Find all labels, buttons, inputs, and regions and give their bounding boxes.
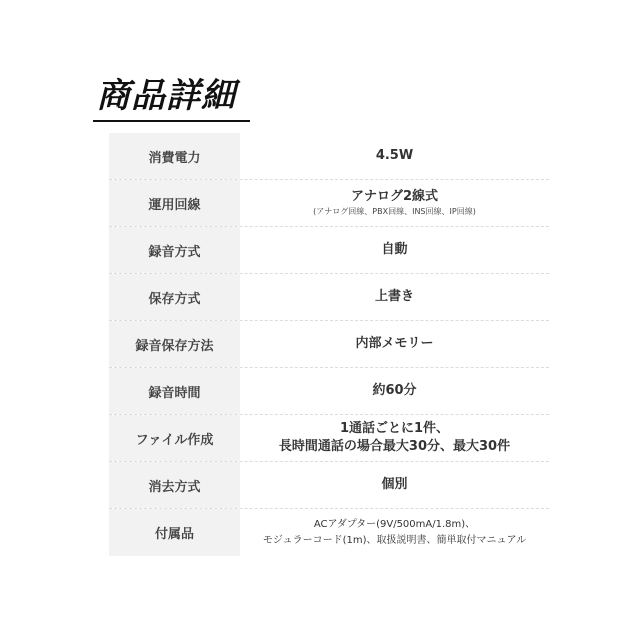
spec-label: 録音時間 bbox=[109, 368, 240, 414]
spec-value bbox=[240, 227, 549, 273]
spec-value-text: 上書き bbox=[374, 289, 414, 304]
spec-row-storage bbox=[109, 321, 549, 368]
spec-value-text: 1通話ごとに1件、 bbox=[339, 421, 450, 436]
spec-row-file-creation bbox=[109, 415, 549, 462]
spec-label: 録音保存方法 bbox=[109, 321, 240, 367]
spec-row-erase-method bbox=[109, 462, 549, 509]
title-underline bbox=[93, 120, 250, 122]
spec-value-text-line2: モジュラーコード(1m)、取扱説明書、簡単取付マニュアル bbox=[262, 534, 527, 546]
spec-value bbox=[240, 462, 549, 508]
spec-label: 録音方式 bbox=[109, 227, 240, 273]
spec-value-text: 4.5W bbox=[375, 148, 414, 163]
spec-value bbox=[240, 321, 549, 367]
spec-value-text: 自動 bbox=[381, 242, 408, 257]
spec-value bbox=[240, 274, 549, 320]
spec-value-text: 約60分 bbox=[372, 383, 417, 398]
spec-label: 消去方式 bbox=[109, 462, 240, 508]
spec-value bbox=[240, 180, 549, 226]
spec-row-power bbox=[109, 133, 549, 180]
spec-value bbox=[240, 368, 549, 414]
spec-row-recording-method bbox=[109, 227, 549, 274]
spec-row-accessories bbox=[109, 509, 549, 556]
spec-value bbox=[240, 415, 549, 461]
spec-label: 運用回線 bbox=[109, 180, 240, 226]
spec-row-recording-time bbox=[109, 368, 549, 415]
spec-value-text-line2: 長時間通話の場合最大30分、最大30件 bbox=[278, 439, 511, 454]
spec-value-text: アナログ2線式 bbox=[350, 189, 439, 204]
spec-label: ファイル作成 bbox=[109, 415, 240, 461]
spec-label: 消費電力 bbox=[109, 133, 240, 179]
spec-label: 付属品 bbox=[109, 509, 240, 556]
spec-value bbox=[240, 133, 549, 179]
spec-label: 保存方式 bbox=[109, 274, 240, 320]
spec-row-line bbox=[109, 180, 549, 227]
page-title: 商品詳細 bbox=[96, 76, 236, 116]
spec-row-save-method bbox=[109, 274, 549, 321]
spec-value-text: 個別 bbox=[381, 477, 408, 492]
spec-value-note: (アナログ回線、PBX回線、INS回線、IP回線) bbox=[313, 207, 476, 216]
spec-value-text: ACアダプター(9V/500mA/1.8m)、 bbox=[313, 518, 476, 530]
spec-value bbox=[240, 509, 549, 556]
spec-table bbox=[109, 133, 549, 556]
spec-value-text: 内部メモリー bbox=[355, 336, 434, 351]
